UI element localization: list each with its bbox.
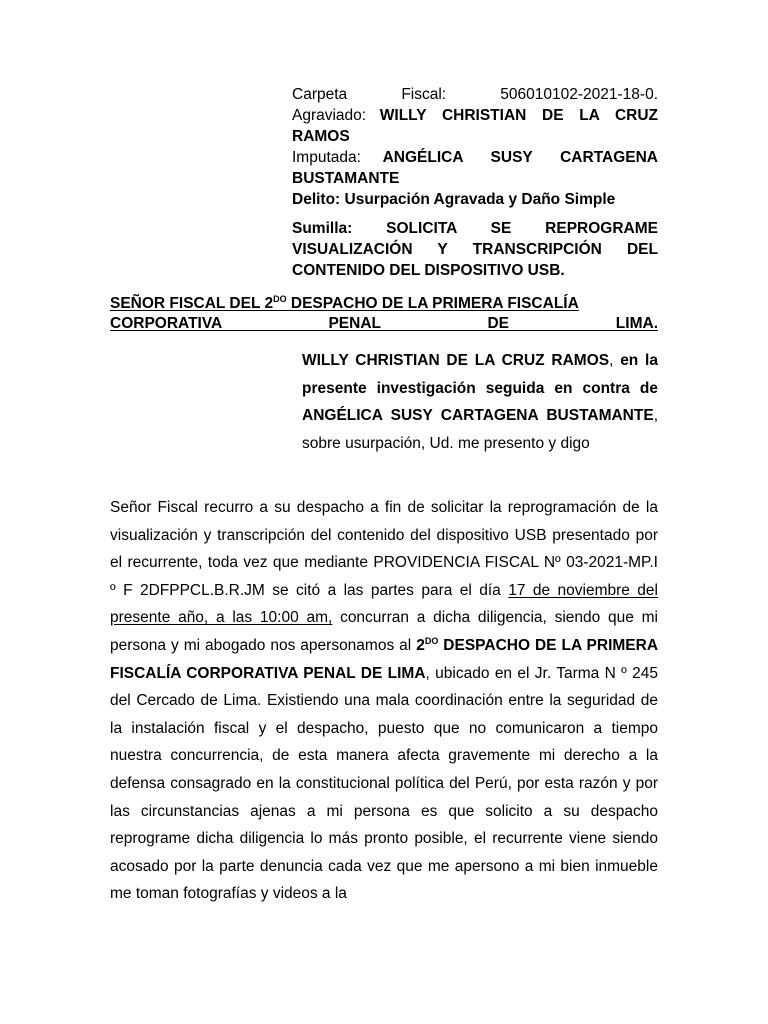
imputada-line <box>292 147 658 189</box>
addressee-text-a: SEÑOR FISCAL DEL 2 <box>110 295 274 312</box>
intro-part-1: en la presente investigación seguida en contra de ANGÉLICA SUSY CARTAGENA BUSTAMANTE <box>302 352 658 424</box>
office-text-b: DESPACHO DE LA PRIMERA FISCALÍA CORPORATIVA PENAL DE LIMA <box>110 636 659 682</box>
carpeta-line <box>292 84 658 105</box>
intro-paragraph <box>302 347 658 457</box>
agraviado-value: WILLY CHRISTIAN DE LA CRUZ RAMOS <box>292 107 658 145</box>
addressee-line-1 <box>110 294 658 314</box>
petitioner-name: WILLY CHRISTIAN DE LA CRUZ RAMOS <box>302 352 610 369</box>
addressee-superscript: DO <box>273 294 287 304</box>
imputada-label: Imputada: <box>292 149 361 166</box>
addressee <box>110 294 658 334</box>
body-text-3: , ubicado en el Jr. Tarma N º 245 del Cercado de Lima. Existiendo una mala coordinación entre la seguridad de la instalación fiscal y el despacho, puesto que no comunicaron a tiempo nuestra concurrencia, de esta manera afecta gravemente mi derecho a la defensa consagrado en la constitucional política del Perú, por esta razón y por las circunstancias ajenas a mi persona es que solicito a su despacho reprograme dicha diligencia lo más pronto posible, el recurrente viene siendo acosado por la parte denuncia cada vez que me apersono a mi bien inmueble me toman fotografías y videos a la <box>110 664 658 903</box>
intro-part-2: , sobre usurpación, Ud. me presento y digo <box>302 407 658 452</box>
carpeta-label: Carpeta Fiscal: <box>292 86 447 103</box>
body-paragraph <box>110 494 658 908</box>
sumilla: Sumilla: SOLICITA SE REPROGRAME VISUALIZACIÓN Y TRANSCRIPCIÓN DEL CONTENIDO DEL DISPOSITIVO USB. <box>292 220 658 279</box>
office-text-a: 2 <box>416 636 425 654</box>
intro-comma: , <box>609 352 621 369</box>
agraviado-line <box>292 105 658 147</box>
addressee-line-2: CORPORATIVA PENAL DE LIMA. <box>110 315 658 332</box>
hearing-date: 17 de noviembre del presente año, a las 10:00 am, <box>110 581 658 627</box>
body-text-1: Señor Fiscal recurro a su despacho a fin de solicitar la reprogramación de la visualización y transcripción del contenido del dispositivo USB presentado por el recurrente, toda vez que mediante PROVIDENCIA FISCAL Nº 03-2021-MP.I º F 2DFPPCL.B.R.JM se citó a las partes para el día <box>110 499 658 599</box>
addressee-text-b: DESPACHO DE LA PRIMERA FISCALÍA <box>286 295 579 312</box>
carpeta-value: 506010102-2021-18-0. <box>500 86 659 103</box>
imputada-value: ANGÉLICA SUSY CARTAGENA BUSTAMANTE <box>292 149 658 187</box>
office-superscript: DO <box>424 635 439 646</box>
agraviado-label: Agraviado: <box>292 107 367 124</box>
case-header <box>292 84 658 281</box>
delito-line: Delito: Usurpación Agravada y Daño Simple <box>292 191 616 208</box>
body-text-2: concurran a dicha diligencia, siendo que mi persona y mi abogado nos apersonamos al <box>110 609 658 654</box>
